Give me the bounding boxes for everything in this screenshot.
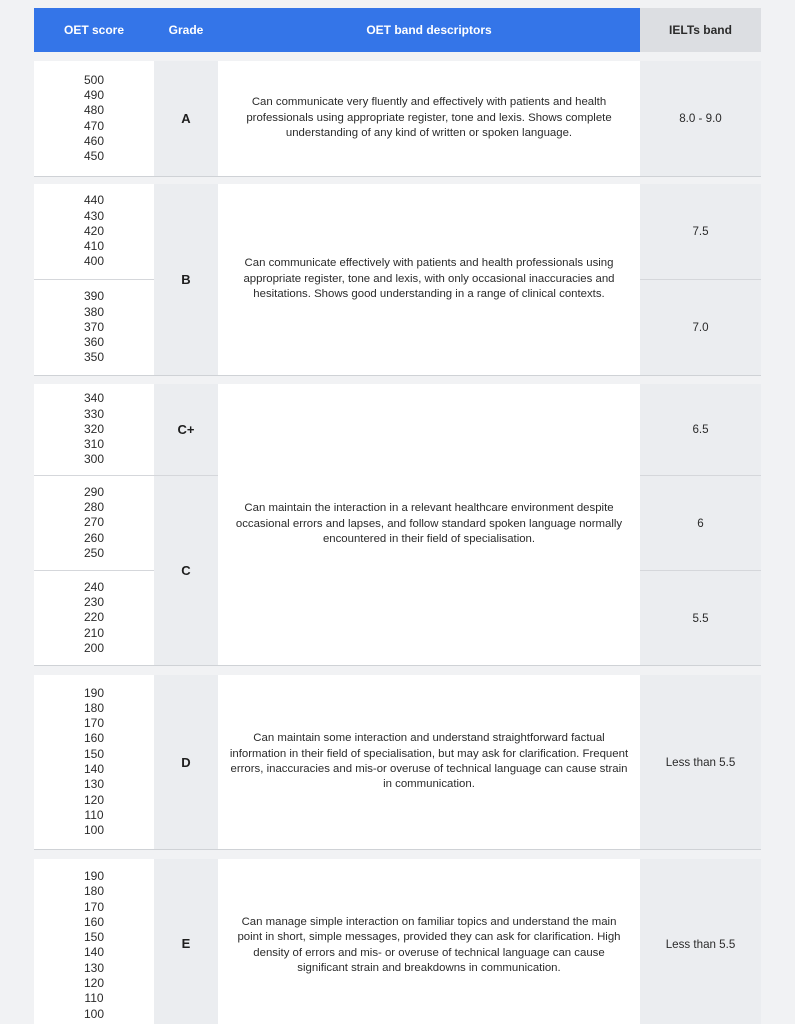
row-b-ielts-bottom: [640, 280, 761, 375]
row-c-score-list-low: [84, 580, 104, 656]
score-value: 140: [83, 762, 105, 776]
grade-label: A: [181, 111, 191, 126]
ielts-value: 6: [697, 516, 704, 530]
score-value: 130: [83, 960, 105, 975]
row-e-descriptor: [218, 859, 640, 1024]
descriptor-text: Can maintain some interaction and understand straightforward factual information in their field of specialisation, but may ask for clarification. Frequent errors, inaccuracies and mis-or overuse of technical language can cause strain in communication.: [229, 732, 629, 791]
score-value: 330: [83, 406, 105, 421]
score-value: 220: [83, 610, 105, 625]
score-value: 120: [83, 976, 105, 991]
score-value: 320: [83, 421, 105, 436]
score-value: 470: [83, 118, 105, 133]
row-a-descriptor: [218, 61, 640, 176]
score-value: 190: [83, 685, 105, 700]
score-value: 340: [83, 391, 105, 406]
row-c-scores-mid: [34, 476, 154, 570]
grade-label: C+: [177, 422, 195, 437]
ielts-value: 7.0: [692, 321, 709, 334]
score-value: 430: [83, 208, 105, 223]
score-value: 170: [83, 716, 105, 731]
score-value: 180: [83, 884, 105, 899]
grade-label: E: [181, 936, 191, 951]
row-b-score-list-bottom: [84, 289, 104, 365]
score-value: 490: [83, 87, 105, 102]
row-e-grade: [154, 859, 218, 1024]
score-value: 260: [83, 530, 105, 545]
row-b-scores-bottom: [34, 280, 154, 375]
score-value: 300: [83, 452, 105, 467]
row-c-scores-low: [34, 571, 154, 665]
score-value: 190: [83, 869, 105, 883]
row-e-scores: [34, 859, 154, 1024]
score-value: 410: [83, 239, 105, 254]
header-grade: [154, 8, 218, 52]
ielts-value: Less than 5.5: [665, 938, 736, 951]
grade-label: D: [181, 754, 191, 770]
ielts-value: 7.5: [692, 225, 709, 238]
score-value: 100: [83, 823, 105, 838]
score-value: 170: [83, 899, 105, 914]
row-cplus-grade: [154, 384, 218, 475]
score-value: 200: [83, 640, 105, 655]
score-value: 100: [83, 1006, 105, 1021]
row-e-score-list: [84, 869, 104, 1022]
score-value: 140: [83, 945, 105, 960]
row-cplus-scores: [34, 384, 154, 475]
row-b-scores-top: [34, 184, 154, 279]
header-descriptors: [218, 8, 640, 52]
header-oet-score: [34, 8, 154, 52]
descriptor-text: Can manage simple interaction on familiar topics and understand the main point in short, simple messages, provided they can ask for clarification. High density of errors and mis- or overuse of technical language can cause significant strain and breakdowns in communication.: [237, 916, 621, 975]
descriptor-text: Can maintain the interaction in a relevant healthcare environment despite occasional errors and lapses, and follow standard spoken language normally encountered in their field of specialisation.: [235, 502, 623, 546]
row-a-grade: [154, 61, 218, 176]
score-value: 310: [83, 437, 105, 452]
score-value: 480: [83, 103, 105, 118]
row-c-descriptor: [218, 384, 640, 665]
score-value: 400: [83, 254, 105, 269]
row-d-descriptor: [218, 675, 640, 849]
row-b-score-list-top: [84, 193, 104, 269]
descriptor-text: Can communicate very fluently and effectively with patients and health professionals using appropriate register, tone and lexis. Shows complete understanding of any kind of written or spoken language.: [246, 96, 612, 140]
row-b-descriptor: [218, 184, 640, 375]
row-a-score-list: [84, 73, 104, 165]
header-ielts-band: [640, 8, 761, 52]
row-cplus-ielts: [640, 384, 761, 475]
score-value: 450: [83, 149, 105, 164]
row-divider: [34, 176, 761, 177]
header-ielts-band-label: IELTs band: [669, 23, 732, 37]
row-a-ielts: [640, 61, 761, 176]
row-b-grade: [154, 184, 218, 375]
row-divider: [34, 849, 761, 850]
row-d-ielts: [640, 675, 761, 849]
row-divider: [34, 375, 761, 376]
grade-label: B: [181, 272, 191, 287]
ielts-value: Less than 5.5: [665, 755, 736, 769]
row-c-grade: [154, 476, 218, 665]
score-value: 180: [83, 700, 105, 715]
score-value: 380: [83, 304, 105, 319]
score-value: 150: [83, 930, 105, 945]
score-value: 160: [83, 731, 105, 746]
score-value: 120: [83, 792, 105, 807]
header-grade-label: Grade: [168, 23, 204, 37]
row-c-ielts-mid: [640, 476, 761, 570]
grade-label: C: [181, 563, 191, 578]
ielts-value: 6.5: [692, 423, 709, 436]
score-value: 370: [83, 319, 105, 334]
score-value: 130: [83, 777, 105, 792]
score-value: 280: [83, 500, 105, 515]
score-value: 420: [83, 223, 105, 238]
score-value: 150: [83, 746, 105, 761]
row-e-ielts: [640, 859, 761, 1024]
score-value: 390: [83, 289, 105, 304]
score-value: 210: [83, 625, 105, 640]
score-value: 460: [83, 133, 105, 148]
row-cplus-score-list: [84, 391, 104, 467]
score-value: 500: [83, 72, 105, 87]
score-value: 350: [83, 350, 105, 365]
score-value: 360: [83, 335, 105, 350]
row-d-score-list: [84, 686, 104, 839]
score-value: 270: [83, 515, 105, 530]
score-value: 440: [83, 193, 105, 208]
score-value: 230: [83, 595, 105, 610]
header-descriptors-label: OET band descriptors: [366, 23, 492, 37]
row-d-grade: [154, 675, 218, 849]
score-value: 160: [83, 914, 105, 929]
row-a-scores: [34, 61, 154, 176]
row-c-score-list-mid: [84, 485, 104, 561]
score-value: 290: [83, 484, 105, 499]
score-value: 250: [83, 545, 105, 560]
row-b-ielts-top: [640, 184, 761, 279]
descriptor-text: Can communicate effectively with patients and health professionals using appropriate register, tone and lexis, with only occasional inaccuracies and hesitations. Shows good understanding in a range of clinical contexts.: [243, 257, 615, 301]
row-d-scores: [34, 675, 154, 849]
header-oet-score-label: OET score: [63, 23, 125, 37]
row-c-ielts-low: [640, 571, 761, 665]
row-divider: [34, 665, 761, 666]
ielts-value: 8.0 - 9.0: [679, 112, 722, 125]
score-value: 110: [84, 991, 104, 1006]
ielts-value: 5.5: [692, 611, 709, 625]
score-value: 110: [84, 807, 104, 822]
score-value: 240: [83, 579, 105, 594]
